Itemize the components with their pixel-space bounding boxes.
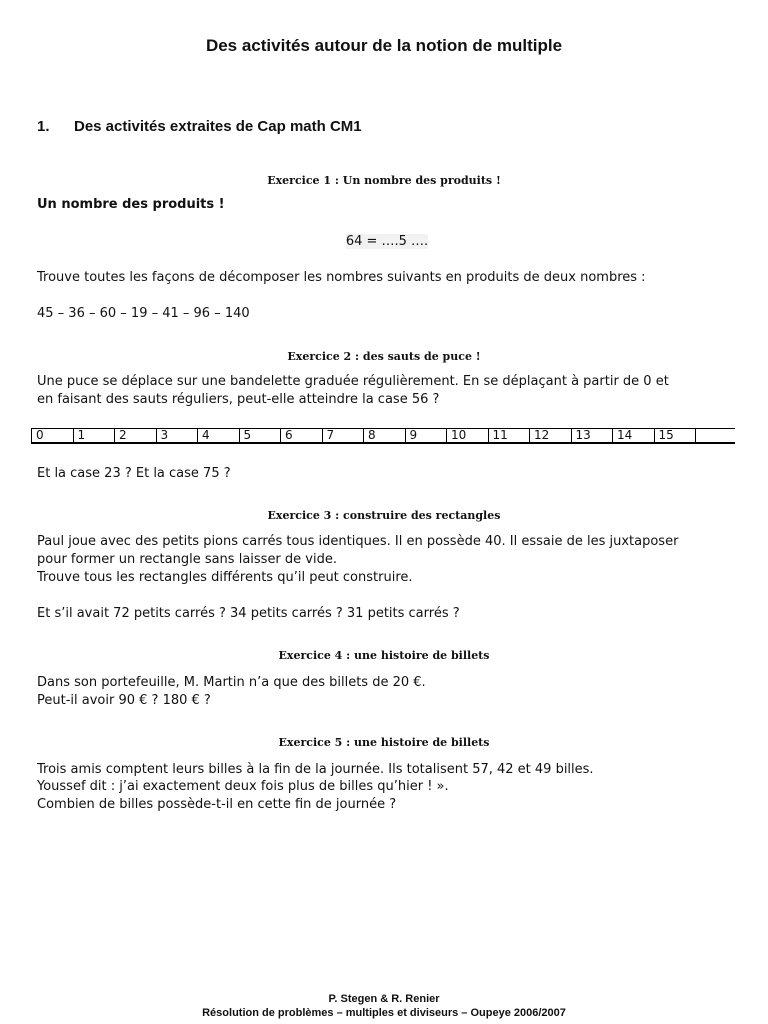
exercise-5-line-1: Trois amis comptent leurs billes à la fin de la journée. Ils totalisent 57, 42 et 49 billes. [37,762,594,777]
exercise-2-title: Exercice 2 : des sauts de puce ! [287,350,481,363]
exercise-3-title: Exercice 3 : construire des rectangles [267,509,501,522]
exercise-3-line-4: Et s’il avait 72 petits carrés ? 34 petits carrés ? 31 petits carrés ? [37,606,460,621]
strip-cell: 9 [405,429,447,442]
strip-cell [695,429,735,442]
strip-cell: 13 [571,429,613,442]
strip-cell: 2 [114,429,156,442]
exercise-5-title: Exercice 5 : une histoire de billets [278,736,490,749]
exercise-1-title: Exercice 1 : Un nombre des produits ! [267,174,501,187]
exercise-2-line-1: Une puce se déplace sur une bandelette graduée régulièrement. En se déplaçant à partir de 0 et [37,374,669,389]
strip-cell: 3 [156,429,198,442]
footer-authors: P. Stegen & R. Renier [328,993,440,1005]
section-number: 1. [37,118,50,135]
page-footer [0,992,768,1020]
exercise-2-question: Et la case 23 ? Et la case 75 ? [37,466,231,481]
strip-cell: 14 [612,429,654,442]
strip-cell: 12 [529,429,571,442]
exercise-4-line-2: Peut-il avoir 90 € ? 180 € ? [37,693,211,708]
strip-cell: 8 [363,429,405,442]
exercise-2-line-2: en faisant des sauts réguliers, peut-elle atteindre la case 56 ? [37,392,440,407]
footer-course: Résolution de problèmes – multiples et diviseurs – Oupeye 2006/2007 [202,1007,566,1019]
exercise-5-line-2: Youssef dit : j’ai exactement deux fois plus de billes qu’hier ! ». [37,779,449,794]
exercise-4-title: Exercice 4 : une histoire de billets [278,649,490,662]
section-heading [37,118,362,135]
strip-cell: 4 [197,429,239,442]
graduated-strip [31,428,735,444]
strip-cell: 7 [322,429,364,442]
exercise-3-line-2: pour former un rectangle sans laisser de vide. [37,552,337,567]
strip-cell: 10 [446,429,488,442]
strip-cell: 15 [654,429,696,442]
exercise-3-line-1: Paul joue avec des petits pions carrés tous identiques. Il en possède 40. Il essaie de les juxtaposer [37,534,679,549]
exercise-1-subtitle: Un nombre des produits ! [37,197,225,212]
equation-text: 64 = ….5 …. [345,234,429,249]
exercise-1-instruction: Trouve toutes les façons de décomposer les nombres suivants en produits de deux nombres : [37,270,646,285]
strip-cell: 5 [239,429,281,442]
exercise-4-line-1: Dans son portefeuille, M. Martin n’a que des billets de 20 €. [37,675,426,690]
exercise-5-line-3: Combien de billes possède-t-il en cette fin de journée ? [37,797,397,812]
strip-cell: 0 [31,429,73,442]
strip-cell: 11 [488,429,530,442]
exercise-3-line-3: Trouve tous les rectangles différents qu’il peut construire. [37,570,413,585]
section-title: Des activités extraites de Cap math CM1 [74,118,362,135]
document-title: Des activités autour de la notion de multiple [205,36,563,55]
strip-cell: 1 [73,429,115,442]
exercise-1-numbers: 45 – 36 – 60 – 19 – 41 – 96 – 140 [37,306,250,321]
strip-cell: 6 [280,429,322,442]
exercise-1-equation [0,234,768,249]
